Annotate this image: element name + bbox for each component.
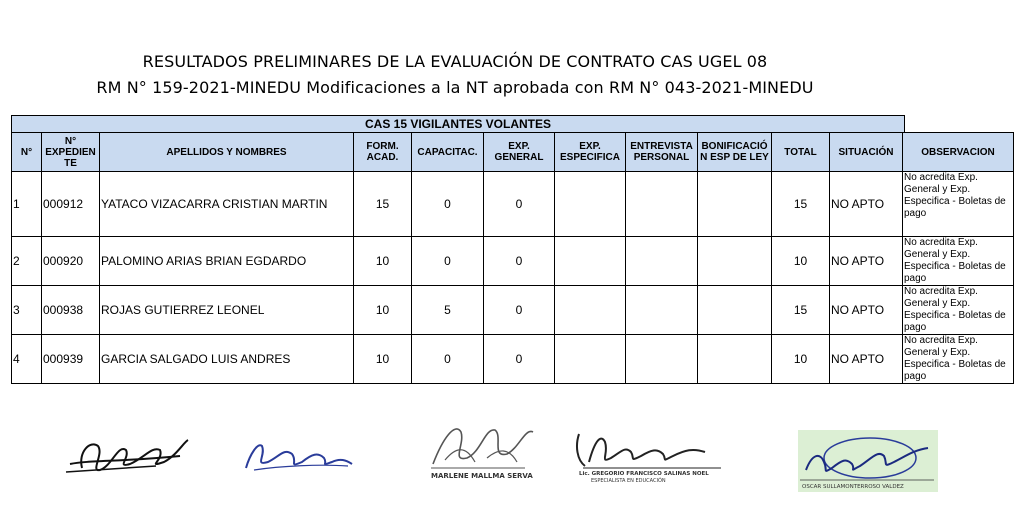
cell-form-acad: 10 — [354, 237, 412, 286]
cell-total: 15 — [772, 286, 830, 335]
cell-exp-especifica — [555, 335, 626, 384]
cell-entrevista — [626, 286, 698, 335]
cell-total: 10 — [772, 335, 830, 384]
cell-nombre: ROJAS GUTIERREZ LEONEL — [100, 286, 354, 335]
signature-5-name: OSCAR SULLAMONTERROSO VALDEZ — [802, 484, 904, 490]
signature-5 — [798, 430, 938, 492]
signature-2 — [240, 434, 360, 476]
cell-exp-especifica — [555, 237, 626, 286]
col-header-expediente: N° EXPEDIEN TE — [42, 133, 100, 172]
col-header-nombres: APELLIDOS Y NOMBRES — [100, 133, 354, 172]
cell-capacitac: 0 — [412, 335, 484, 384]
table-header-row — [12, 133, 1014, 172]
cell-situacion: NO APTO — [830, 172, 903, 237]
col-header-entrevista: ENTREVISTA PERSONAL — [626, 133, 698, 172]
signature-4-title: ESPECIALISTA EN EDUCACIÓN — [591, 478, 666, 484]
observacion-text: No acredita Exp. General y Exp. Especifica - Boletas de pago — [904, 286, 1006, 333]
cell-n: 3 — [12, 286, 42, 335]
results-table — [11, 132, 1014, 384]
signature-1 — [60, 432, 200, 480]
cell-exp-general: 0 — [484, 335, 555, 384]
table-row — [12, 286, 1014, 335]
signature-4-name: Lic. GREGORIO FRANCISCO SALINAS NOEL — [579, 471, 709, 477]
observacion-text: No acredita Exp. General y Exp. Especifica - Boletas de pago — [904, 237, 1006, 284]
cell-entrevista — [626, 335, 698, 384]
table-row — [12, 335, 1014, 384]
observacion-text: No acredita Exp. General y Exp. Especifica - Boletas de pago — [904, 172, 1006, 219]
cell-situacion: NO APTO — [830, 286, 903, 335]
cell-expediente: 000912 — [42, 172, 100, 237]
cell-bonificacion — [698, 237, 772, 286]
cell-n: 2 — [12, 237, 42, 286]
cell-observacion — [903, 172, 1014, 237]
cell-total: 10 — [772, 237, 830, 286]
table-row — [12, 237, 1014, 286]
document-title: RESULTADOS PRELIMINARES DE LA EVALUACIÓN DE CONTRATO CAS UGEL 08 — [142, 52, 768, 71]
cell-capacitac: 0 — [412, 237, 484, 286]
col-header-exp-especifica: EXP. ESPECIFICA — [555, 133, 626, 172]
cell-capacitac: 0 — [412, 172, 484, 237]
cell-form-acad: 10 — [354, 335, 412, 384]
cell-nombre: YATACO VIZACARRA CRISTIAN MARTIN — [100, 172, 354, 237]
signature-4 — [575, 426, 725, 484]
cell-situacion: NO APTO — [830, 335, 903, 384]
cell-n: 1 — [12, 172, 42, 237]
col-header-exp-general: EXP. GENERAL — [484, 133, 555, 172]
cell-nombre: GARCIA SALGADO LUIS ANDRES — [100, 335, 354, 384]
col-header-total: TOTAL — [772, 133, 830, 172]
cell-bonificacion — [698, 335, 772, 384]
signature-3 — [425, 418, 540, 484]
cell-expediente: 000920 — [42, 237, 100, 286]
cell-capacitac: 5 — [412, 286, 484, 335]
cell-observacion — [903, 335, 1014, 384]
signature-5-stamp — [798, 430, 938, 492]
document-subtitle: RM N° 159-2021-MINEDU Modificaciones a la NT aprobada con RM N° 043-2021-MINEDU — [96, 78, 814, 97]
cell-entrevista — [626, 172, 698, 237]
cell-form-acad: 10 — [354, 286, 412, 335]
cell-total: 15 — [772, 172, 830, 237]
cell-situacion: NO APTO — [830, 237, 903, 286]
signature-3-name: MARLENE MALLMA SERVA — [431, 472, 533, 480]
table-row — [12, 172, 1014, 237]
col-header-bonificacion: BONIFICACIÓ N ESP DE LEY — [698, 133, 772, 172]
cell-exp-general: 0 — [484, 172, 555, 237]
cell-nombre: PALOMINO ARIAS BRIAN EGDARDO — [100, 237, 354, 286]
cell-expediente: 000938 — [42, 286, 100, 335]
col-header-form-acad: FORM. ACAD. — [354, 133, 412, 172]
cell-form-acad: 15 — [354, 172, 412, 237]
cell-n: 4 — [12, 335, 42, 384]
col-header-situacion: SITUACIÓN — [830, 133, 903, 172]
cell-bonificacion — [698, 172, 772, 237]
cell-bonificacion — [698, 286, 772, 335]
observacion-text: No acredita Exp. General y Exp. Especifica - Boletas de pago — [904, 335, 1006, 382]
cell-expediente: 000939 — [42, 335, 100, 384]
cell-exp-general: 0 — [484, 286, 555, 335]
table-band-title: CAS 15 VIGILANTES VOLANTES — [11, 115, 905, 132]
cell-exp-general: 0 — [484, 237, 555, 286]
col-header-n: N° — [12, 133, 42, 172]
cell-exp-especifica — [555, 172, 626, 237]
cell-entrevista — [626, 237, 698, 286]
col-header-observacion: OBSERVACION — [903, 133, 1014, 172]
cell-observacion — [903, 286, 1014, 335]
col-header-capacitac: CAPACITAC. — [412, 133, 484, 172]
cell-exp-especifica — [555, 286, 626, 335]
cell-observacion — [903, 237, 1014, 286]
